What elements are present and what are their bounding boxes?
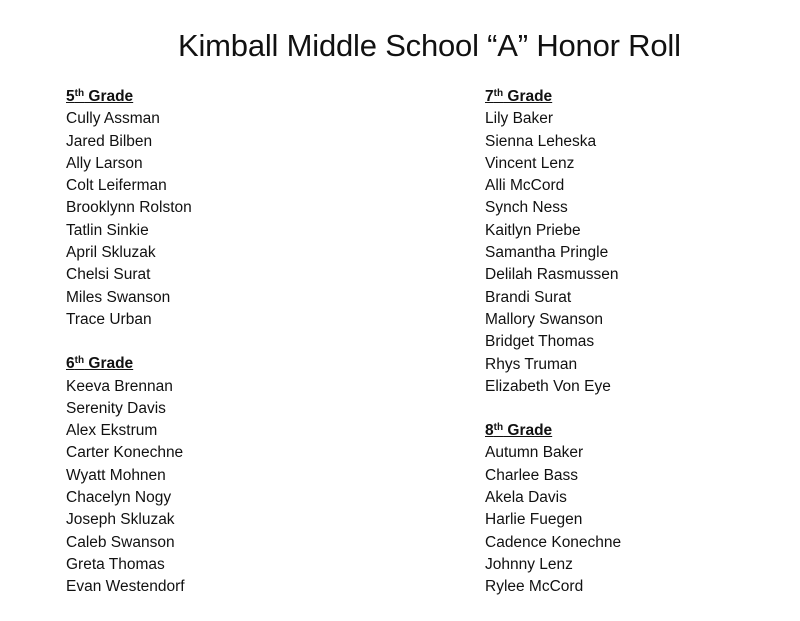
honor-roll-name: Harlie Fuegen xyxy=(485,511,583,529)
honor-roll-name: Kaitlyn Priebe xyxy=(485,221,581,239)
honor-roll-name: Caleb Swanson xyxy=(66,533,175,551)
grade-label: Grade xyxy=(503,88,553,105)
honor-roll-name: Greta Thomas xyxy=(66,555,165,573)
grade-number: 5 xyxy=(66,88,75,105)
name-list xyxy=(485,108,785,398)
honor-roll-name: Chacelyn Nogy xyxy=(66,489,172,507)
honor-roll-name: Chelsi Surat xyxy=(66,266,151,284)
grade-number: 8 xyxy=(485,422,494,440)
grade-label: Grade xyxy=(84,88,134,105)
honor-roll-name: Miles Swanson xyxy=(66,288,171,306)
grade-number: 6 xyxy=(66,355,75,373)
name-list xyxy=(66,108,366,331)
honor-roll-name: Carter Konechne xyxy=(66,444,184,462)
grade-label: Grade xyxy=(84,355,134,373)
grade-8-heading xyxy=(485,420,785,442)
honor-roll-name: Autumn Baker xyxy=(485,444,584,462)
grade-7-section xyxy=(485,86,785,398)
honor-roll-name: Mallory Swanson xyxy=(485,310,604,328)
honor-roll-name: Brandi Surat xyxy=(485,288,572,306)
grade-ordinal-suffix: th xyxy=(493,88,504,99)
honor-roll-name: Akela Davis xyxy=(485,489,567,507)
honor-roll-name: Rhys Truman xyxy=(485,355,578,373)
honor-roll-name: Bridget Thomas xyxy=(485,333,595,351)
honor-roll-name: Joseph Skluzak xyxy=(66,511,175,529)
honor-roll-name: Sienna Leheska xyxy=(485,132,597,150)
grade-number: 7 xyxy=(485,88,494,105)
grade-5-section xyxy=(66,86,366,331)
honor-roll-name: Wyatt Mohnen xyxy=(66,466,166,484)
right-column xyxy=(485,86,785,621)
honor-roll-name: Charlee Bass xyxy=(485,466,579,484)
honor-roll-name: Samantha Pringle xyxy=(485,244,609,262)
grade-6-heading xyxy=(66,353,366,375)
honor-roll-name: Trace Urban xyxy=(66,310,152,328)
honor-roll-name: Alex Ekstrum xyxy=(66,422,158,440)
honor-roll-name: Keeva Brennan xyxy=(66,377,173,395)
name-list xyxy=(485,442,785,598)
honor-roll-name: Serenity Davis xyxy=(66,399,166,417)
left-column xyxy=(66,86,366,621)
honor-roll-name: Brooklynn Rolston xyxy=(66,199,192,217)
grade-ordinal-suffix: th xyxy=(493,422,504,434)
honor-roll-name: Lily Baker xyxy=(485,110,554,128)
honor-roll-name: Ally Larson xyxy=(66,154,143,172)
grade-7-heading xyxy=(485,86,785,108)
honor-roll-name: Jared Bilben xyxy=(66,132,153,150)
name-list xyxy=(66,376,366,599)
honor-roll-name: Elizabeth Von Eye xyxy=(485,377,611,395)
grade-8-section xyxy=(485,420,785,598)
honor-roll-name: Vincent Lenz xyxy=(485,154,575,172)
grade-6-section xyxy=(66,353,366,598)
honor-roll-name: Rylee McCord xyxy=(485,578,584,596)
grade-label: Grade xyxy=(503,422,553,440)
grade-ordinal-suffix: th xyxy=(74,355,85,367)
honor-roll-name: Cadence Konechne xyxy=(485,533,622,551)
grade-ordinal-suffix: th xyxy=(74,88,85,99)
honor-roll-name: Alli McCord xyxy=(485,177,565,195)
honor-roll-name: Cully Assman xyxy=(66,110,160,128)
grade-5-heading xyxy=(66,86,366,108)
honor-roll-name: Tatlin Sinkie xyxy=(66,221,149,239)
honor-roll-name: Evan Westendorf xyxy=(66,578,185,596)
honor-roll-name: Delilah Rasmussen xyxy=(485,266,619,284)
honor-roll-name: Johnny Lenz xyxy=(485,555,573,573)
honor-roll-name: Colt Leiferman xyxy=(66,177,167,195)
honor-roll-name: April Skluzak xyxy=(66,244,156,262)
page-title: Kimball Middle School “A” Honor Roll xyxy=(178,28,681,63)
honor-roll-name: Synch Ness xyxy=(485,199,568,217)
